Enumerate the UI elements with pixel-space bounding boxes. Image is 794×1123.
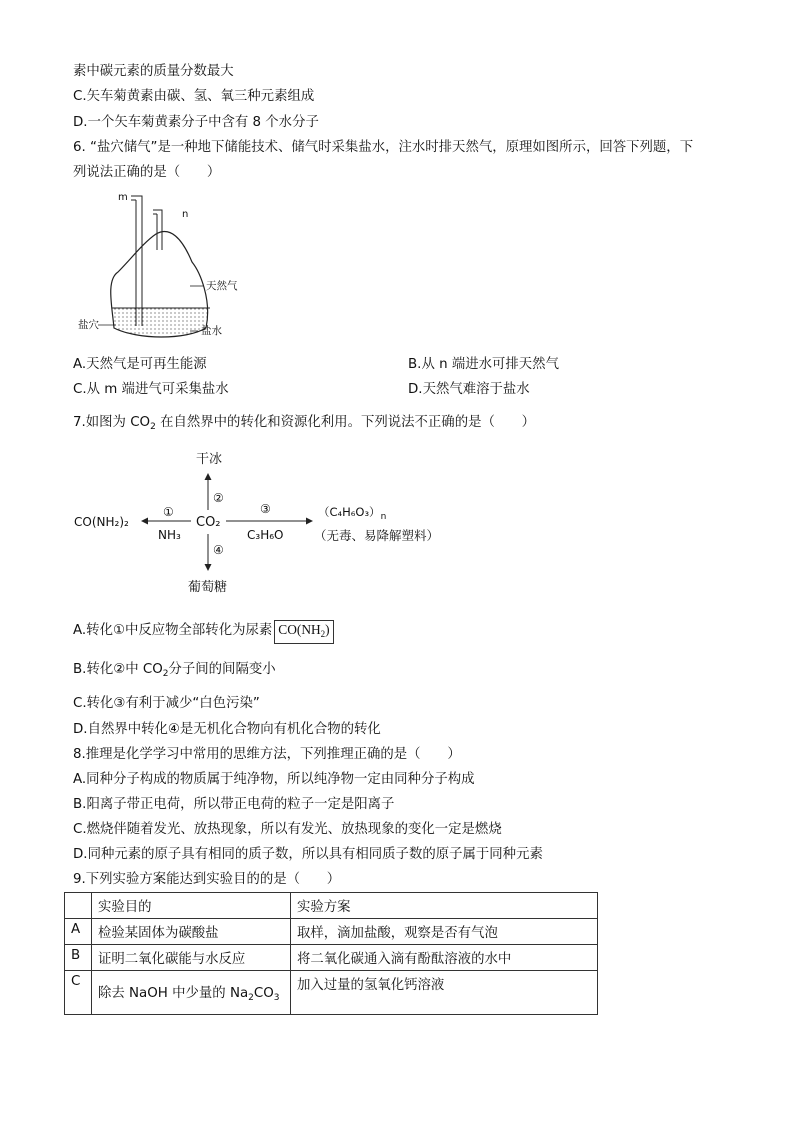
pipe-m	[131, 196, 142, 326]
label-brine: 盐水	[201, 325, 222, 337]
label-urea: CO(NH₂)₂	[74, 515, 129, 529]
q8-option-d: D.同种元素的原子具有相同的质子数，所以具有相同质子数的原子属于同种元素	[73, 847, 543, 862]
q8-option-b: B.阳离子带正电荷，所以带正电荷的粒子一定是阳离子	[73, 797, 395, 812]
row-goal: 证明二氧化碳能与水反应	[92, 945, 291, 971]
label-m: m	[118, 192, 128, 203]
option-b-continuation: 素中碳元素的质量分数最大	[73, 64, 234, 79]
q7-option-a: A.转化①中反应物全部转化为尿素 $CO(NH_2)$	[73, 620, 334, 644]
label-step3: ③	[260, 502, 271, 516]
label-c3h6o: C₃H₆O	[247, 528, 284, 542]
q7-stem: 7.如图为 $CO_2$ 在自然界中的转化和资源化利用。下列说法不正确的是（ ）	[73, 415, 536, 432]
row-goal: 除去 NaOH 中少量的 $Na_2CO_3$	[92, 971, 291, 1015]
table-header-row	[65, 893, 598, 919]
salt-cave-diagram	[78, 188, 278, 348]
row-key: B	[65, 945, 92, 971]
label-step1: ①	[163, 505, 174, 519]
label-n: n	[182, 209, 189, 220]
q8-option-c: C.燃烧伴随着发光、放热现象，所以有发光、放热现象的变化一定是燃烧	[73, 822, 502, 837]
label-step4: ④	[213, 543, 224, 557]
header-plan: 实验方案	[291, 893, 598, 919]
label-co2: CO₂	[196, 515, 221, 530]
row-plan: 将二氧化碳通入滴有酚酞溶液的水中	[291, 945, 598, 971]
table-row	[65, 945, 598, 971]
header-goal: 实验目的	[92, 893, 291, 919]
label-cave: 盐穴	[78, 319, 99, 331]
label-product: $(C_4H_6O_3)_n$	[318, 505, 387, 522]
q6-stem-line2: 列说法正确的是（ ）	[73, 165, 221, 180]
option-d-line: D.一个矢车菊黄素分子中含有 8 个水分子	[73, 115, 319, 130]
q6-option-c: C.从 m 端进气可采集盐水	[73, 382, 229, 397]
q6-option-a: A.天然气是可再生能源	[73, 357, 207, 372]
label-dry-ice: 干冰	[196, 452, 223, 467]
table-row	[65, 971, 598, 1015]
experiment-table	[64, 892, 598, 1015]
table-row	[65, 919, 598, 945]
pipe-n	[153, 210, 162, 250]
row-key: C	[65, 971, 92, 1015]
row-plan: 取样，滴加盐酸，观察是否有气泡	[291, 919, 598, 945]
q9-stem: 9.下列实验方案能达到实验目的的是（ ）	[73, 872, 341, 887]
q8-stem: 8.推理是化学学习中常用的思维方法，下列推理正确的是（ ）	[73, 747, 461, 762]
q6-option-b: B.从 n 端进水可排天然气	[408, 357, 559, 372]
urea-bracket: $CO(NH_2)$	[274, 620, 333, 644]
q6-option-d: D.天然气难溶于盐水	[408, 382, 530, 397]
q6-stem-line1: 6. “盐穴储气”是一种地下储能技术、储气时采集盐水，注水时排天然气，原理如图所示，回答下列题，下	[73, 140, 694, 155]
q8-option-a: A.同种分子构成的物质属于纯净物，所以纯净物一定由同种分子构成	[73, 772, 475, 787]
table-cell	[65, 893, 92, 919]
co2-conversion-diagram	[74, 444, 474, 598]
q7-option-b: B.转化②中 $CO_2$分子间的间隔变小	[73, 662, 276, 679]
q7-option-d: D.自然界中转化④是无机化合物向有机化合物的转化	[73, 722, 381, 737]
label-plastic-note: （无毒、易降解塑料）	[314, 528, 440, 543]
q7-option-c: C.转化③有利于减少“白色污染”	[73, 696, 260, 711]
row-key: A	[65, 919, 92, 945]
label-glucose: 葡萄糖	[188, 580, 228, 595]
row-plan: 加入过量的氢氧化钙溶液	[291, 971, 598, 1015]
option-c-line: C.矢车菊黄素由碳、氢、氧三种元素组成	[73, 89, 315, 104]
label-gas: 天然气	[206, 280, 238, 292]
label-nh3: NH₃	[158, 528, 181, 542]
label-step2: ②	[213, 491, 224, 505]
row-goal: 检验某固体为碳酸盐	[92, 919, 291, 945]
